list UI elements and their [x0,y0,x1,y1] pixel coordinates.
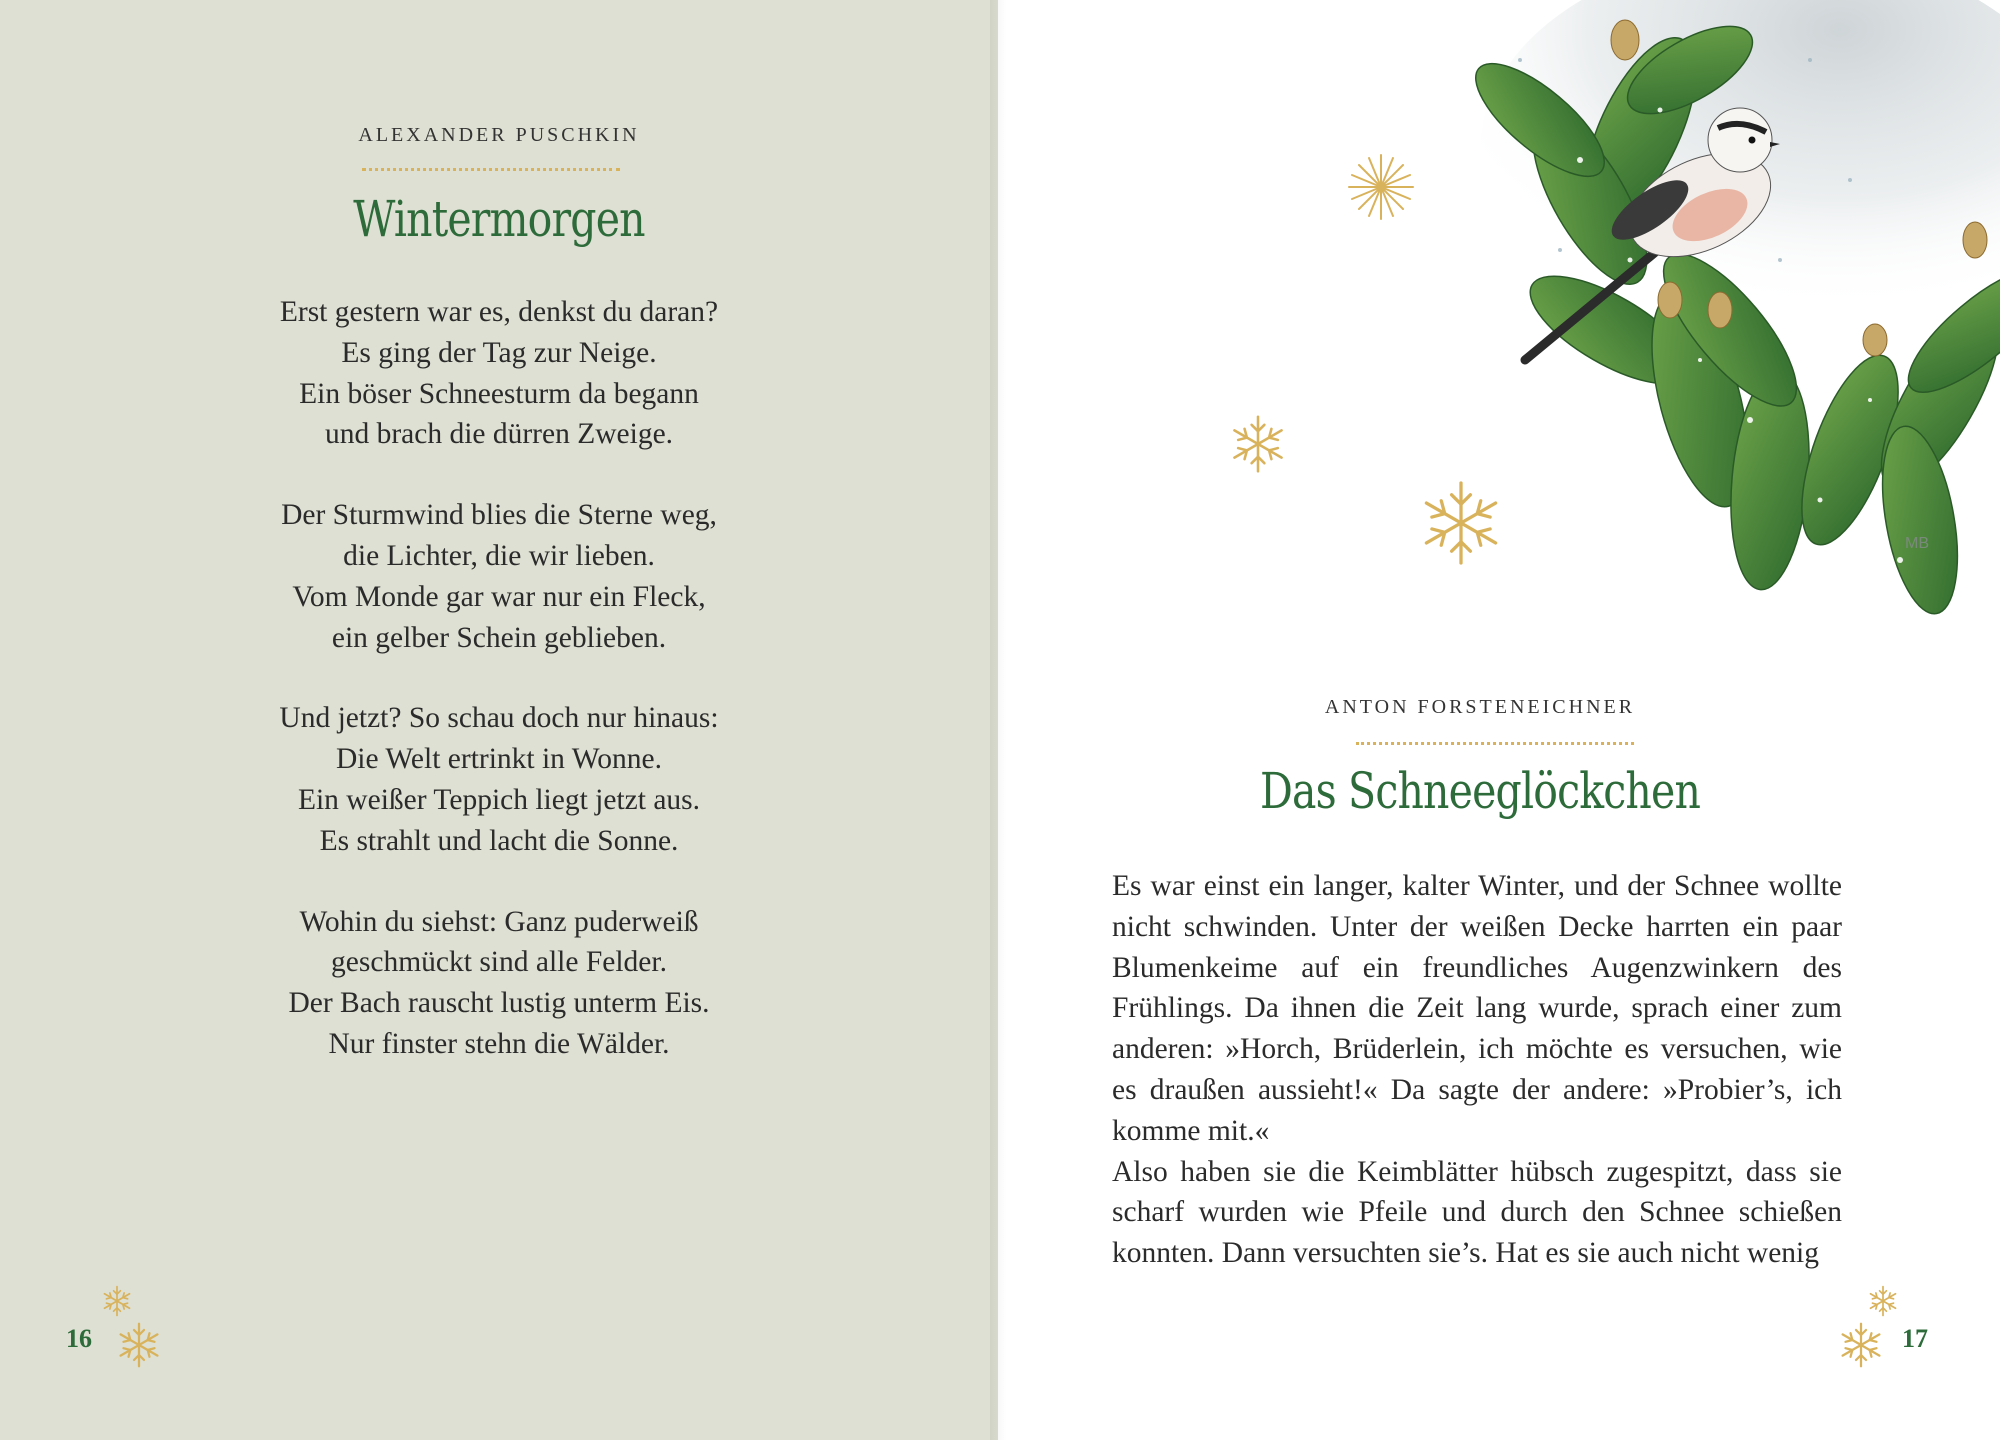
poem-line: die Lichter, die wir lieben. [343,539,655,572]
poem-line: Es ging der Tag zur Neige. [341,336,657,369]
star-burst-icon [1346,152,1416,222]
poem-line: Der Bach rauscht lustig unterm Eis. [288,987,710,1020]
poem [0,292,998,1105]
poem-line: Wohin du siehst: Ganz puderweiß [299,905,699,938]
poem-line: Erst gestern war es, denkst du daran? [279,296,719,328]
snowflake-icon [1414,476,1508,570]
right-title: Das Schneeglöckchen [1259,762,1701,820]
poem-line: ein gelber Schein geblieben. [331,621,667,654]
poem-line: Ein weißer Teppich liegt jetzt aus. [297,783,701,816]
left-author-divider [362,168,620,171]
stanza [0,292,998,455]
story-paragraph: Es war einst ein langer, kalter Winter, und der Schnee wollte nicht schwinden. Unter der weißen Decke harrten ein paar Blumenkeime auf ein freundliches Augenzwinkern des Frühlings. Da ihnen die Zeit lang wurde, sprach einer zum anderen: »Horch, Brüderlein, ich möchte es versuchen, wie es draußen aussieht!« Da sagte der andere: »Probier’s, ich komme mit.« [1112,870,1842,1147]
stanza [0,902,998,1065]
snowflake-icon [1836,1320,1886,1370]
poem-line: Und jetzt? So schau doch nur hinaus: [279,702,719,735]
right-author-divider [1356,742,1634,745]
poem-line: Die Welt ertrinkt in Wonne. [336,743,662,776]
snowflake-icon [100,1284,134,1318]
snowflake-icon [1226,412,1290,476]
story-text [1112,866,1842,1274]
snowflake-icon [1866,1284,1900,1318]
left-title: Wintermorgen [353,190,645,248]
story-paragraph: Also haben sie die Keimblätter hübsch zugespitzt, dass sie scharf wurden wie Pfeile und durch den Schnee schießen konnten. Dann versuchten sie’s. Hat es sie auch nicht wenig [1112,1155,1842,1270]
poem-line: Es strahlt und lacht die Sonne. [319,824,679,857]
left-author: ALEXANDER PUSCHKIN [358,124,640,146]
stanza [0,698,998,861]
poem-line: Nur finster stehn die Wälder. [328,1027,670,1060]
artist-signature: MB [1905,535,1929,552]
page-number-left: 16 [66,1324,92,1353]
snowflake-icon [114,1320,164,1370]
right-author: ANTON FORSTENEICHNER [1324,696,1636,718]
poem-line: Der Sturmwind blies die Sterne weg, [281,499,717,532]
page-number-right: 17 [1902,1324,1928,1353]
poem-line: Vom Monde gar war nur ein Fleck, [292,580,706,613]
stanza [0,495,998,658]
poem-line: und brach die dürren Zweige. [324,418,674,451]
poem-line: geschmückt sind alle Felder. [331,946,667,979]
poem-line: Ein böser Schneesturm da begann [299,377,699,410]
